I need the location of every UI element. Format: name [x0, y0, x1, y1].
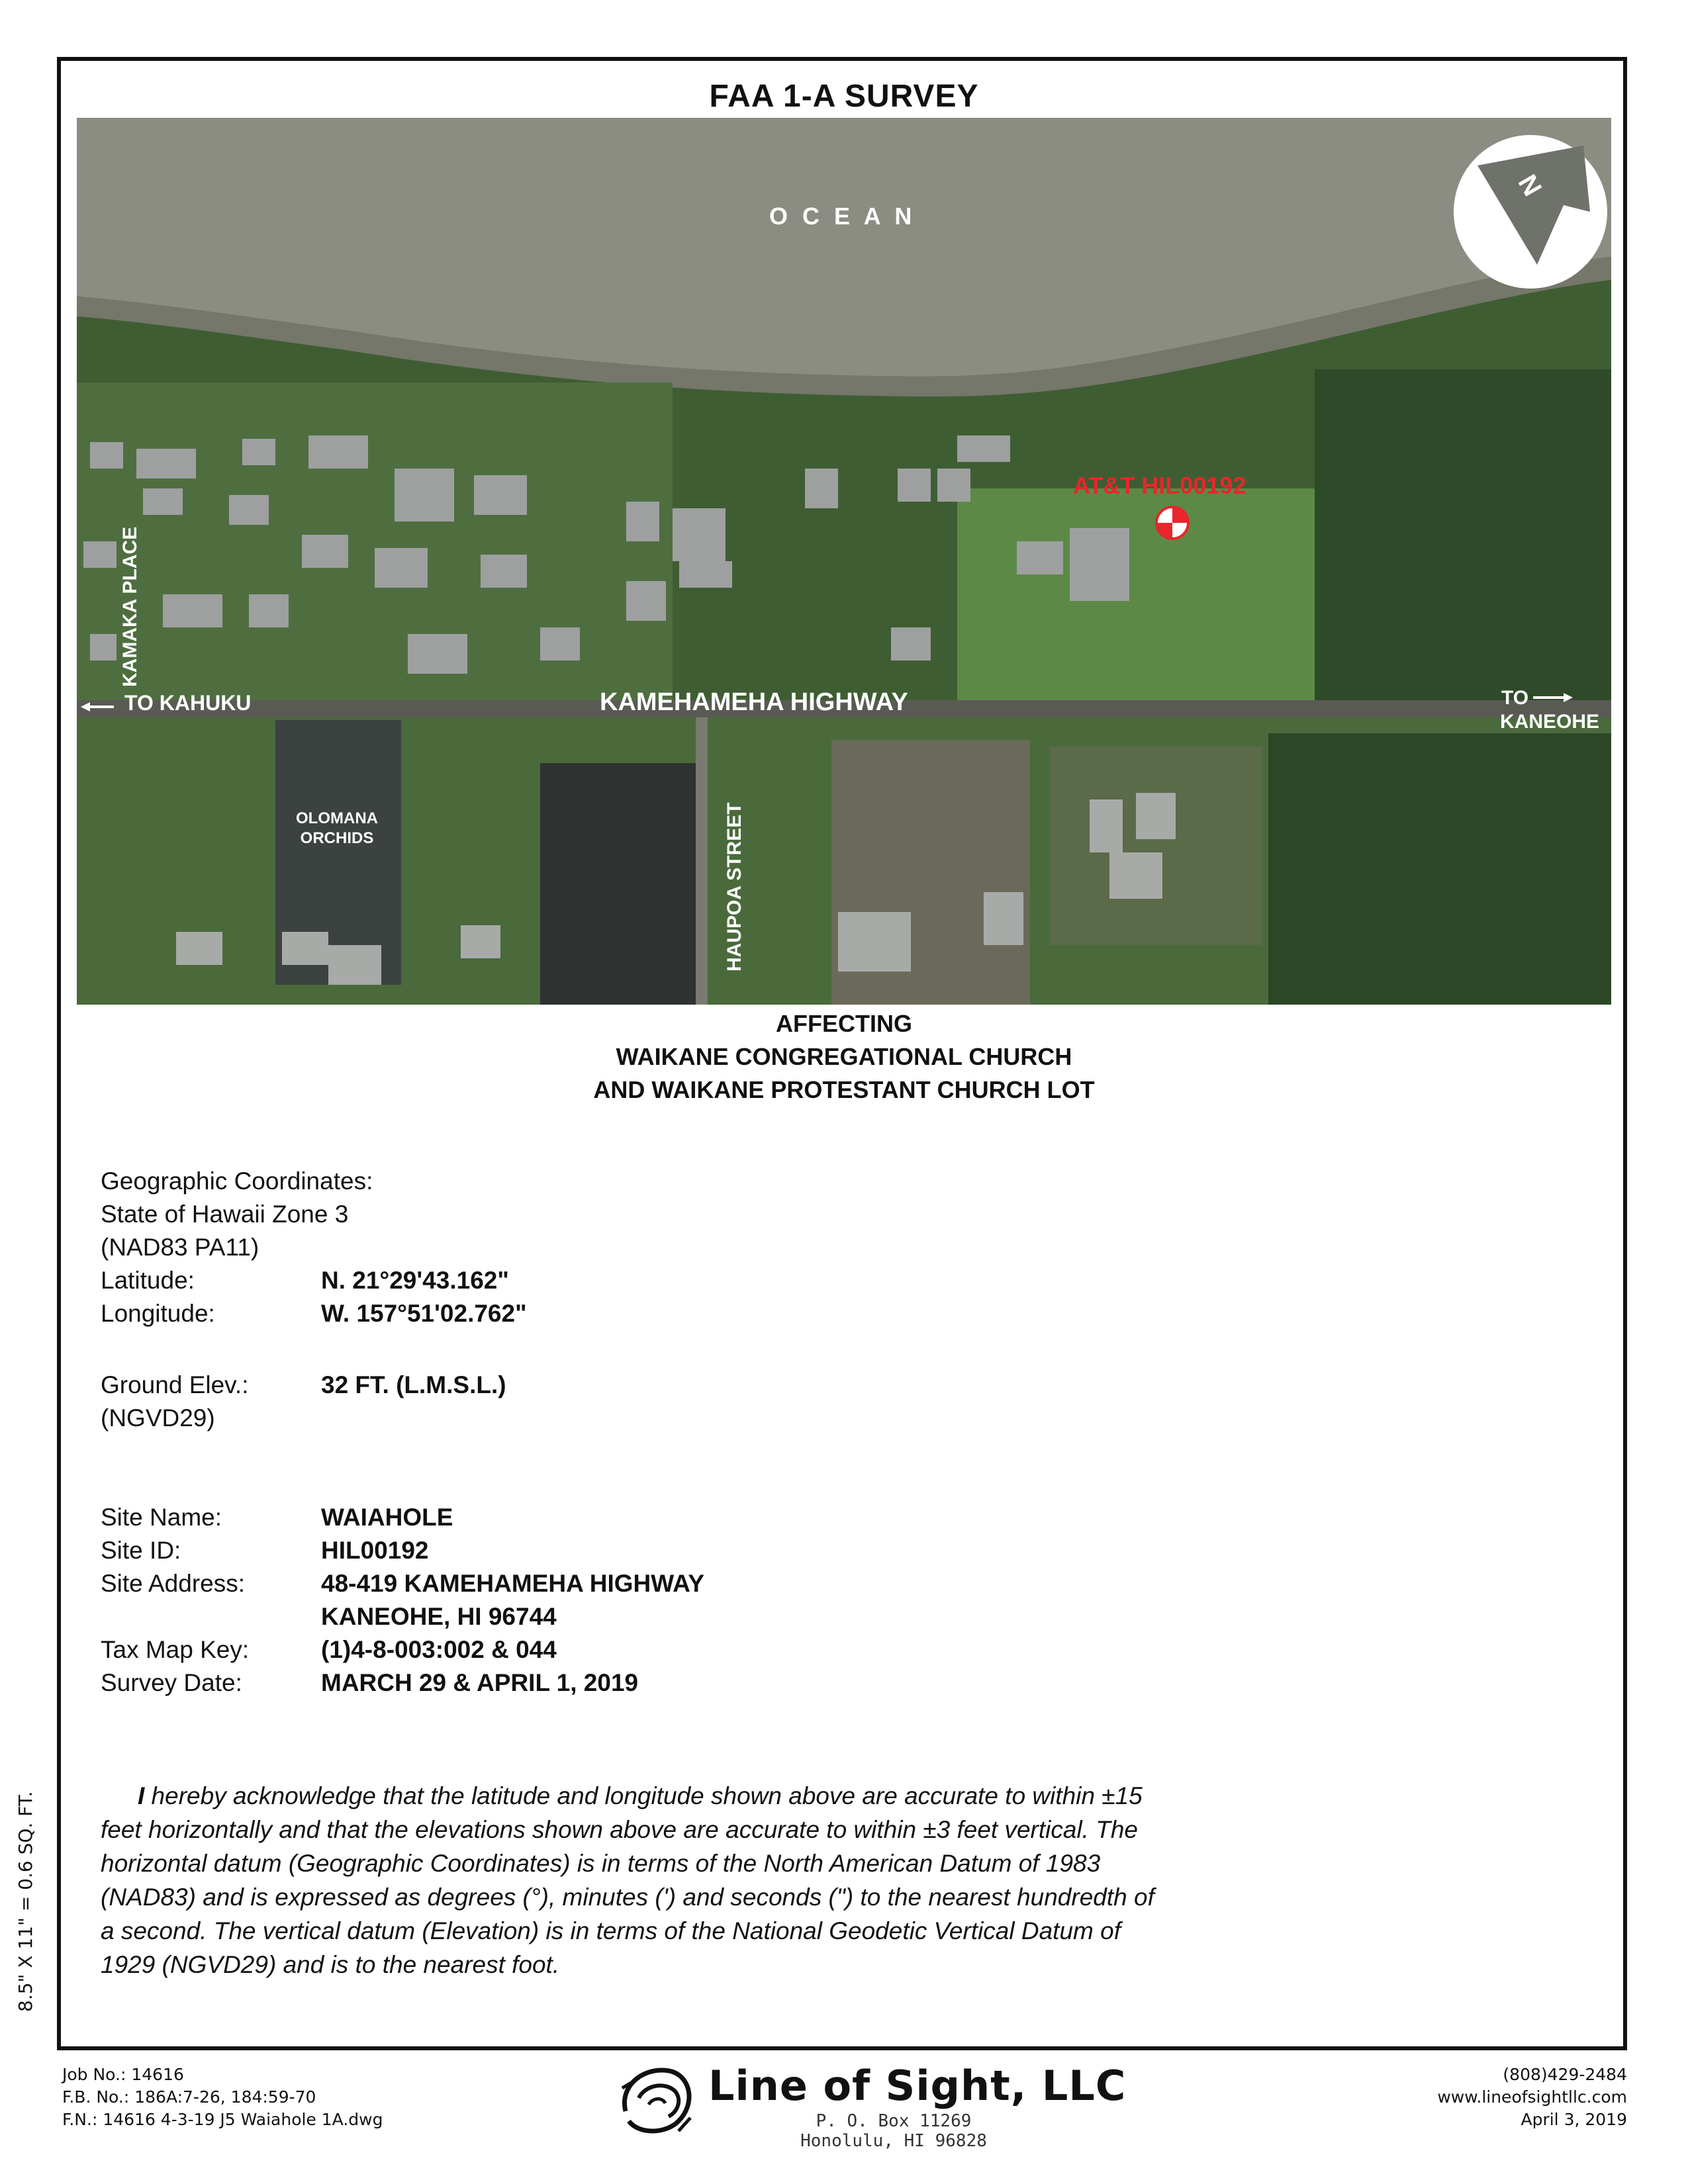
kamaka-place-label: KAMAKA PLACE — [119, 526, 141, 687]
haupoa-street-surface — [696, 717, 708, 1005]
survey-title: FAA 1-A SURVEY — [709, 79, 979, 114]
site-address-line-1: 48-419 KAMEHAMEHA HIGHWAY — [321, 1570, 705, 1597]
latitude-value: N. 21°29'43.162" — [321, 1267, 509, 1294]
olomana-orchids-label-2: ORCHIDS — [300, 829, 374, 847]
haupoa-street-label: HAUPOA STREET — [724, 802, 745, 972]
site-id-label: Site ID: — [101, 1537, 181, 1564]
company-address — [735, 2111, 1053, 2151]
site-address-label: Site Address: — [101, 1570, 246, 1597]
file-name: F.N.: 14616 4-3-19 J5 Waiahole 1A.dwg — [62, 2110, 383, 2129]
highway-label: KAMEHAMEHA HIGHWAY — [600, 688, 908, 716]
arrow-right-icon — [1533, 691, 1573, 704]
longitude-label: Longitude: — [101, 1300, 215, 1327]
site-address-line-2: KANEOHE, HI 96744 — [321, 1603, 557, 1630]
elev-datum: (NGVD29) — [101, 1404, 215, 1432]
site-name-value: WAIAHOLE — [321, 1504, 453, 1531]
tax-map-key-label: Tax Map Key: — [101, 1636, 250, 1663]
job-number: Job No.: 14616 — [62, 2065, 184, 2084]
certification-first-word: I — [138, 1782, 145, 1809]
survey-target-icon — [1154, 505, 1190, 541]
aerial-map — [77, 118, 1611, 1005]
arrow-left-icon — [81, 700, 114, 713]
company-logo-icon — [612, 2058, 698, 2144]
company-phone: (808)429-2484 — [1503, 2065, 1627, 2084]
to-kaneohe-label-2: KANEOHE — [1500, 711, 1600, 733]
longitude-value: W. 157°51'02.762" — [321, 1300, 527, 1327]
tax-map-key-value: (1)4-8-003:002 & 044 — [321, 1636, 557, 1663]
document-date: April 3, 2019 — [1521, 2110, 1627, 2129]
coords-heading-2: State of Hawaii Zone 3 — [101, 1201, 349, 1228]
survey-date-value: MARCH 29 & APRIL 1, 2019 — [321, 1669, 639, 1696]
ground-elev-value: 32 FT. (L.M.S.L.) — [321, 1371, 506, 1398]
site-marker-label: AT&T HIL00192 — [1073, 472, 1246, 499]
site-name-label: Site Name: — [101, 1504, 222, 1531]
certification-paragraph — [101, 1779, 1160, 1981]
certification-text: hereby acknowledge that the latitude and longitude shown above are accurate to within ±15 feet horizontally and that the elevations shown above are accurate to within ±3 feet vertical. The horizontal datum (Geographic Coordinates) is in terms of the North American Datum of 1983 (NAD83) and is expressed as degrees (°), minutes (') and seconds (") to the nearest hundredth of a second. The vertical datum (Elevation) is in terms of the National Geodetic Vertical Datum of 1929 (NGVD29) and is to the nearest foot. — [101, 1782, 1154, 1978]
forest-southeast — [1268, 733, 1611, 1005]
lot-south-2 — [1050, 747, 1262, 945]
coords-heading-3: (NAD83 PA11) — [101, 1234, 259, 1261]
site-id-value: HIL00192 — [321, 1537, 429, 1564]
company-po-box: P. O. Box 11269 — [816, 2111, 972, 2131]
field-book-number: F.B. No.: 186A:7-26, 184:59-70 — [62, 2087, 316, 2107]
paper-size-note: 8.5" X 11" = 0.6 SQ. FT. — [15, 1791, 36, 2012]
company-name: Line of Sight, LLC — [708, 2062, 1127, 2110]
coords-heading-1: Geographic Coordinates: — [101, 1167, 373, 1195]
north-label: N — [1512, 169, 1548, 201]
orchid-greenhouse-2 — [540, 763, 699, 1005]
aerial-map-drawing — [77, 118, 1611, 1005]
to-kaneohe-label-1: TO — [1501, 687, 1529, 709]
survey-date-label: Survey Date: — [101, 1669, 242, 1696]
ocean-label: O C E A N — [769, 203, 916, 230]
subject-line-3: AND WAIKANE PROTESTANT CHURCH LOT — [593, 1076, 1095, 1103]
to-kahuku-label: TO KAHUKU — [124, 691, 252, 715]
company-city: Honolulu, HI 96828 — [800, 2131, 987, 2151]
olomana-orchids-label-1: OLOMANA — [296, 809, 378, 827]
subject-line-2: WAIKANE CONGREGATIONAL CHURCH — [616, 1043, 1072, 1070]
subject-line-1: AFFECTING — [776, 1010, 912, 1037]
latitude-label: Latitude: — [101, 1267, 195, 1294]
ground-elev-label: Ground Elev.: — [101, 1371, 249, 1398]
company-website: www.lineofsightllc.com — [1437, 2087, 1627, 2107]
north-arrow-icon — [1451, 132, 1610, 291]
